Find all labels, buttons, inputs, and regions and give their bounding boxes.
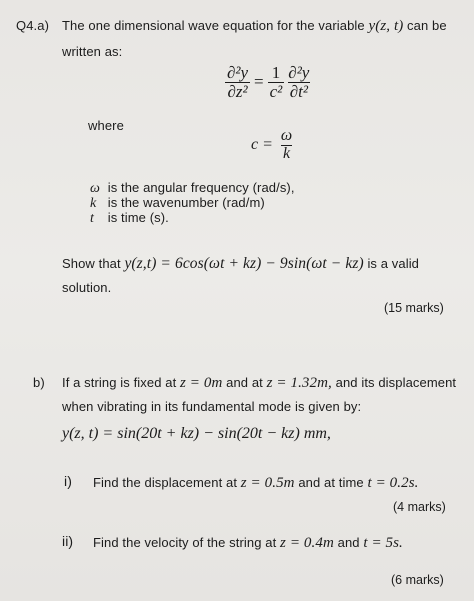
lhs-fraction: $\frac{\text{∂²y}}{\text{∂z²}}$ [227,63,249,101]
question-label-4a: Q4.a) [16,18,50,33]
c-definition: c = $\frac{\omega}{k}$ [251,127,293,162]
show-that-line2: solution. [62,280,112,295]
q4a-intro-line1: The one dimensional wave equation for the variable y(z, t) can be [62,18,447,34]
part-i-label: i) [64,473,72,489]
definition-omega: ω is the angular frequency (rad/s), [90,180,295,196]
marks-4a: (15 marks) [384,301,444,315]
wave-equation: $\frac{\text{∂²y}}{\text{∂z²}}$ = $\frac{1}{\text{c²}}$ $\frac{\text{∂²y}}{\text{∂t²}}$ [227,63,310,101]
definition-k: k is the wavenumber (rad/m) [90,195,265,211]
q4a-intro-line2: written as: [62,44,123,59]
part-ii-label: ii) [62,533,74,549]
show-that-line1: Show that y(z,t) = 6cos(ωt + kz) − 9sin(ωt − kz) is a valid [62,255,420,272]
part-ii-text: Find the velocity of the string at z = 0.4m and t = 5s. [93,535,403,551]
q4b-line1: If a string is fixed at z = 0m and at z = 1.32m, and its displacement [62,375,457,391]
part-i-text: Find the displacement at z = 0.5m and at time t = 0.2s. [93,475,419,491]
rhs-fraction: $\frac{\text{∂²y}}{\text{∂t²}}$ [288,63,310,101]
marks-part-ii: (6 marks) [391,573,444,587]
question-label-4b: b) [33,375,45,390]
marks-part-i: (4 marks) [393,500,446,514]
rhs-coefficient: $\frac{1}{\text{c²}}$ [269,63,283,101]
omega-over-k: $\frac{\omega}{k}$ [280,127,293,162]
where-label: where [88,118,124,133]
q4b-line2: when vibrating in its fundamental mode is given by: [62,399,362,414]
definition-t: t is time (s). [90,210,169,226]
displacement-equation: y(z, t) = sin(20t + kz) − sin(20t − kz) mm, [62,425,331,442]
